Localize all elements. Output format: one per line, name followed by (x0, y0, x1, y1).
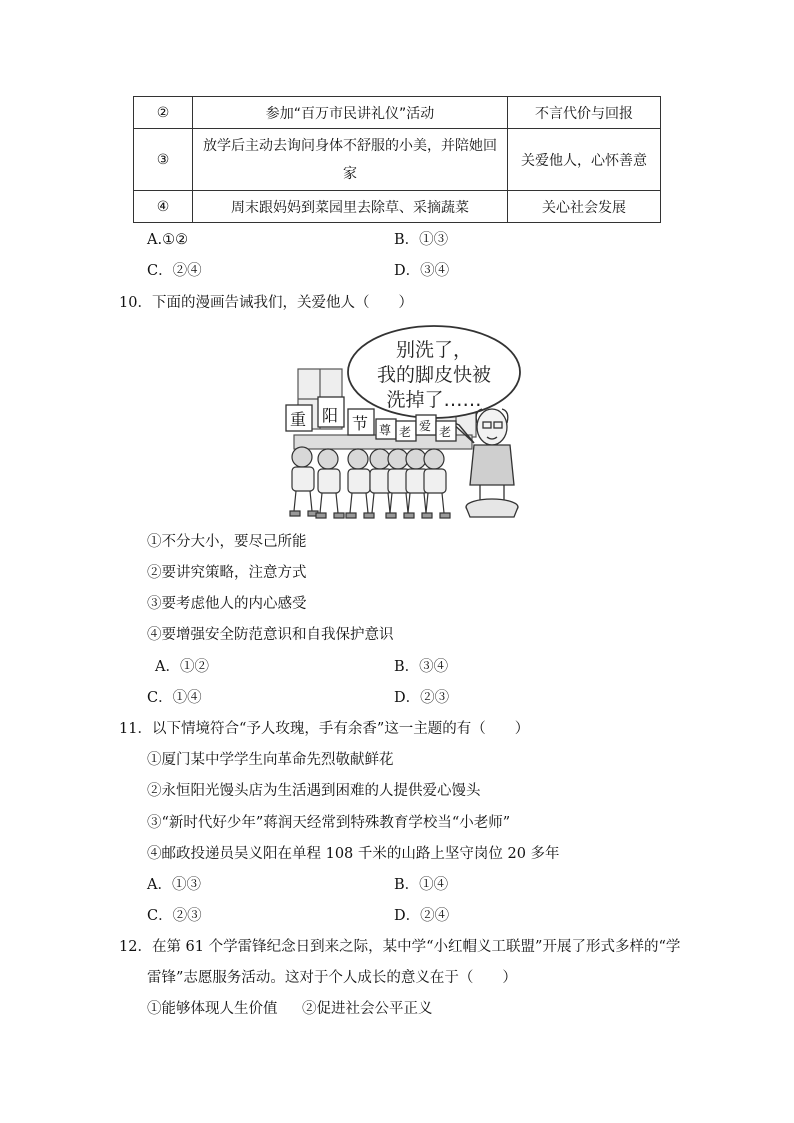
bubble-text-line: 洗掉了…… (386, 389, 482, 411)
q10-item: ②要讲究策略，注意方式 (147, 565, 307, 581)
banner-char: 尊 (379, 423, 392, 437)
banner-char: 阳 (322, 406, 339, 425)
bubble-text-line: 我的脚皮快被 (376, 364, 491, 386)
row-meaning: 关爱他人，心怀善意 (508, 129, 661, 191)
table-row (134, 129, 661, 191)
q11-item: ①厦门某中学学生向革命先烈敬献鲜花 (147, 752, 394, 768)
banner-char: 节 (352, 414, 369, 433)
row-activity: 参加“百万市民讲礼仪”活动 (193, 97, 508, 129)
q12-item: ①能够体现人生价值 (147, 1001, 278, 1017)
table-row (134, 97, 661, 129)
row-number: ③ (134, 129, 193, 191)
table-row (134, 191, 661, 223)
q10-option-b: B．③④ (394, 659, 449, 675)
row-activity (193, 129, 508, 191)
banner-char: 爱 (419, 419, 432, 433)
row-meaning: 关心社会发展 (508, 191, 661, 223)
banner-char: 老 (399, 425, 412, 439)
q9-option-a: A.①② (147, 232, 189, 248)
q9-option-c: C．②④ (147, 263, 202, 279)
banner-char: 老 (439, 425, 452, 439)
q11-item: ③“新时代好少年”蒋润天经常到特殊教育学校当“小老师” (147, 815, 511, 831)
row-meaning: 不言代价与回报 (508, 97, 661, 129)
q12-stem-line: 雷锋”志愿服务活动。这对于个人成长的意义在于（ ） (147, 970, 517, 986)
row-activity: 周末跟妈妈到菜园里去除草、采摘蔬菜 (193, 191, 508, 223)
q11-item: ④邮政投递员吴义阳在单程 108 千米的山路上坚守岗位 20 多年 (147, 846, 560, 862)
row-activity-line: 家 (343, 165, 357, 182)
q11-stem: 11．以下情境符合“予人玫瑰，手有余香”这一主题的有（ ） (119, 721, 530, 737)
q11-option-a: A．①③ (147, 877, 201, 893)
bubble-text-line: 别洗了， (395, 339, 472, 361)
banner-char: 重 (290, 410, 307, 429)
q12-stem-line: 12．在第 61 个学雷锋纪念日到来之际，某中学“小红帽义工联盟”开展了形式多样的“学 (119, 939, 681, 955)
row-activity-line: 放学后主动去询问身体不舒服的小美，并陪她回 (203, 137, 497, 154)
q10-item: ③要考虑他人的内心感受 (147, 596, 307, 612)
q12-item: ②促进社会公平正义 (302, 1001, 433, 1017)
q10-item: ④要增强安全防范意识和自我保护意识 (147, 627, 394, 643)
q11-item: ②永恒阳光馒头店为生活遇到困难的人提供爱心馒头 (147, 783, 481, 799)
q9-option-d: D．③④ (394, 263, 450, 279)
q10-stem: 10．下面的漫画告诫我们，关爱他人（ ） (119, 295, 413, 311)
q10-option-a: A．①② (155, 659, 209, 675)
q11-option-d: D．②④ (394, 908, 450, 924)
options-table (133, 96, 661, 223)
q11-option-b: B．①④ (394, 877, 449, 893)
row-number: ② (134, 97, 193, 129)
q9-option-b: B．①③ (394, 232, 449, 248)
q10-option-d: D．②③ (394, 690, 450, 706)
q10-option-c: C．①④ (147, 690, 202, 706)
row-number: ④ (134, 191, 193, 223)
q10-item: ①不分大小，要尽己所能 (147, 534, 307, 550)
cartoon-illustration (284, 325, 524, 520)
q11-option-c: C．②③ (147, 908, 202, 924)
